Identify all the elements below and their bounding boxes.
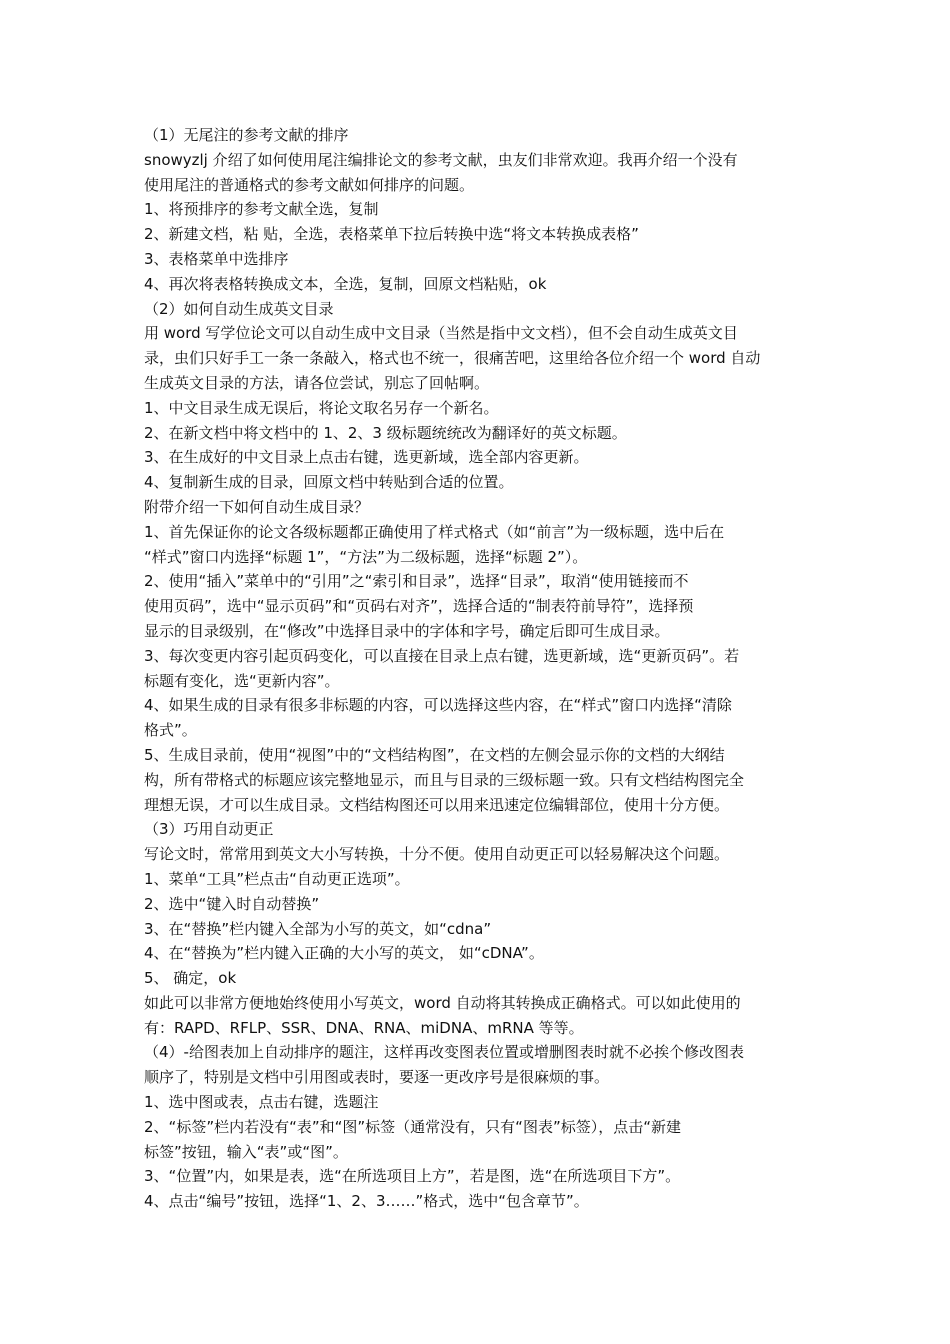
text-line: 4、点击“编号”按钮，选择“1、2、3……”格式，选中“包含章节”。 [144, 1192, 589, 1211]
text-line: 理想无误，才可以生成目录。文档结构图还可以用来迅速定位编辑部位，使用十分方便。 [144, 795, 730, 814]
text-line: 写论文时，常常用到英文大小写转换，十分不便。使用自动更正可以轻易解决这个问题。 [144, 845, 730, 864]
text-line: 格式”。 [144, 721, 197, 740]
text-line: 如此可以非常方便地始终使用小写英文，word 自动将其转换成正确格式。可以如此使用的 [144, 993, 741, 1012]
text-line: snowyzlj 介绍了如何使用尾注编排论文的参考文献，虫友们非常欢迎。我再介绍一个没有 [144, 150, 738, 169]
text-line: 2、“标签”栏内若没有“表”和“图”标签（通常没有，只有“图表”标签），点击“新建 [144, 1117, 681, 1136]
text-line: （1）无尾注的参考文献的排序 [144, 126, 349, 144]
text-line: 录，虫们只好手工一条一条敲入，格式也不统一，很痛苦吧，这里给各位介绍一个 word 自动 [144, 349, 761, 368]
text-line: 1、将预排序的参考文献全选，复制 [144, 200, 379, 219]
text-line: （2）如何自动生成英文目录 [144, 299, 334, 318]
text-line: 3、表格菜单中选排序 [144, 249, 289, 268]
text-line: 4、复制新生成的目录，回原文档中转贴到合适的位置。 [144, 473, 514, 492]
text-line: （3）巧用自动更正 [144, 820, 274, 839]
text-line: 2、新建文档，粘 贴，全选，表格菜单下拉后转换中选“将文本转换成表格” [144, 225, 639, 244]
text-line: 3、在“替换”栏内键入全部为小写的英文，如“cdna” [144, 919, 492, 938]
text-line: 2、选中“键入时自动替换” [144, 894, 320, 913]
text-line: “样式”窗口内选择“标题 1”，“方法”为二级标题，选择“标题 2”）。 [144, 547, 588, 566]
text-line: 4、在“替换为”栏内键入正确的大小写的英文， 如“cDNA”。 [144, 944, 544, 963]
text-line: 1、菜单“工具”栏点击“自动更正选项”。 [144, 869, 410, 888]
text-line: 3、每次变更内容引起页码变化，可以直接在目录上点右键，选更新域，选“更新页码”。若 [144, 646, 740, 665]
text-line: 显示的目录级别，在“修改”中选择目录中的字体和字号，确定后即可生成目录。 [144, 621, 670, 640]
text-line: 顺序了，特别是文档中引用图或表时，要逐一更改序号是很麻烦的事。 [144, 1068, 610, 1087]
text-line: 2、使用“插入”菜单中的“引用”之“索引和目录”，选择“目录”，取消“使用链接而不 [144, 572, 689, 591]
text-line: 5、生成目录前，使用“视图”中的“文档结构图”，在文档的左侧会显示你的文档的大纲结 [144, 745, 725, 764]
document-body [144, 123, 814, 1214]
text-line: 4、如果生成的目录有很多非标题的内容，可以选择这些内容，在“样式”窗口内选择“清除 [144, 696, 732, 715]
text-line: 1、选中图或表，点击右键，选题注 [144, 1093, 379, 1112]
text-line: 使用页码”，选中“显示页码”和“页码右对齐”，选择合适的“制表符前导符”，选择预 [144, 597, 694, 616]
text-line: 有：RAPD、RFLP、SSR、DNA、RNA、miDNA、mRNA 等等。 [144, 1018, 584, 1037]
text-line: 构，所有带格式的标题应该完整地显示，而且与目录的三级标题一致。只有文档结构图完全 [144, 770, 745, 789]
text-line: 标题有变化，选“更新内容”。 [144, 671, 340, 690]
text-line: 1、首先保证你的论文各级标题都正确使用了样式格式（如“前言”为一级标题，选中后在 [144, 522, 725, 541]
text-line: 3、“位置”内，如果是表，选“在所选项目上方”，若是图，选“在所选项目下方”。 [144, 1167, 681, 1186]
text-line: 4、再次将表格转换成文本，全选，复制，回原文档粘贴，ok [144, 274, 547, 293]
text-line: 生成英文目录的方法，请各位尝试，别忘了回帖啊。 [144, 373, 490, 392]
text-line: 5、 确定，ok [144, 969, 237, 988]
text-line: （4）-给图表加上自动排序的题注，这样再改变图表位置或增删图表时就不必挨个修改图表 [144, 1043, 744, 1062]
text-line: 标签”按钮，输入“表”或“图”。 [144, 1142, 348, 1161]
text-line: 3、在生成好的中文目录上点击右键，选更新域，选全部内容更新。 [144, 448, 589, 467]
text-line: 使用尾注的普通格式的参考文献如何排序的问题。 [144, 175, 475, 194]
text-line: 1、中文目录生成无误后，将论文取名另存一个新名。 [144, 398, 499, 417]
text-line: 2、在新文档中将文档中的 1、2、3 级标题统统改为翻译好的英文标题。 [144, 423, 627, 442]
text-line: 用 word 写学位论文可以自动生成中文目录（当然是指中文文档），但不会自动生成英文目 [144, 324, 738, 343]
text-line: 附带介绍一下如何自动生成目录？ [144, 497, 370, 516]
